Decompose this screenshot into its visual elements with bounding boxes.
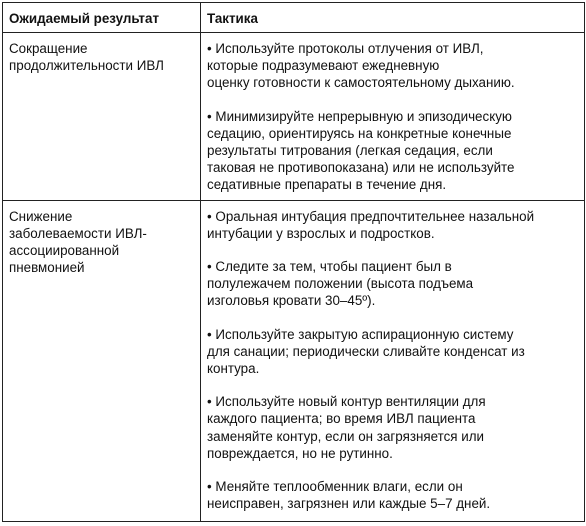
tactic-item	[207, 326, 578, 378]
tactic-text-line: • Следите за тем, чтобы пациент был в	[207, 259, 452, 275]
outcome-text-line: продолжительности ИВЛ	[9, 58, 164, 74]
tactic-text-line: повреждается, но не рутинно.	[207, 445, 393, 461]
tactic-item	[207, 108, 578, 194]
outcome-text-line: ассоциированной	[9, 243, 120, 259]
header-tactics-label: Тактика	[207, 11, 258, 26]
table-header-row	[3, 3, 585, 33]
outcome-text-line: Снижение	[9, 208, 73, 224]
tactic-item	[207, 258, 578, 310]
tactic-text-line: • Используйте закрытую аспирационную систему	[207, 326, 514, 342]
outcome-text-line: Сокращение	[9, 41, 88, 56]
tactic-item	[207, 208, 578, 242]
tactics-cell	[201, 33, 585, 201]
outcome-cell	[3, 33, 201, 201]
header-tactics	[201, 3, 585, 33]
tactic-text-line: контура.	[207, 361, 260, 377]
tactic-text-line: для санации; периодически сливайте конденсат из	[207, 343, 525, 359]
table-row	[3, 200, 585, 521]
tactic-item	[207, 393, 578, 462]
tactic-text-line: каждого пациента; во время ИВЛ пациента	[207, 411, 476, 427]
tactic-text-line: • Используйте протоколы отлучения от ИВЛ,	[207, 41, 484, 56]
tactic-item	[207, 478, 578, 512]
tactic-text-line: результаты титрования (легкая седация, если	[207, 143, 493, 159]
tactic-text-line: оценку готовности к самостоятельному дыханию.	[207, 75, 515, 91]
tactic-text-line: • Используйте новый контур вентиляции для	[207, 394, 486, 410]
tactic-text-line: неисправен, загрязнен или каждые 5–7 дней.	[207, 496, 491, 512]
tactic-text-line: которые подразумевают ежедневную	[207, 58, 440, 74]
table-row	[3, 33, 585, 201]
header-expected-outcome-label: Ожидаемый результат	[9, 11, 159, 26]
outcomes-tactics-table	[2, 2, 585, 522]
tactic-text-line: седацию, ориентируясь на конкретные конечные	[207, 125, 512, 141]
outcome-text-line: пневмонией	[9, 260, 85, 276]
tactics-cell	[201, 200, 585, 521]
tactic-text-line: интубации у взрослых и подростков.	[207, 225, 435, 241]
header-expected-outcome	[3, 3, 201, 33]
tactic-text-line: • Минимизируйте непрерывную и эпизодическую	[207, 108, 512, 124]
tactic-text-line: изголовья кровати 30–45º).	[207, 293, 376, 309]
tactic-text-line: полулежачем положении (высота подъема	[207, 276, 474, 292]
tactic-text-line: заменяйте контур, если он загрязняется или	[207, 428, 485, 444]
tactic-text-line: • Оральная интубация предпочтительнее назальной	[207, 208, 535, 224]
tactic-item	[207, 40, 578, 92]
outcome-text-line: заболеваемости ИВЛ-	[9, 225, 147, 241]
tactic-text-line: • Меняйте теплообменник влаги, если он	[207, 479, 463, 495]
outcome-cell	[3, 200, 201, 521]
tactic-text-line: седативные препараты в течение дня.	[207, 177, 447, 193]
tactic-text-line: таковая не противопоказана) или не используйте	[207, 160, 515, 176]
